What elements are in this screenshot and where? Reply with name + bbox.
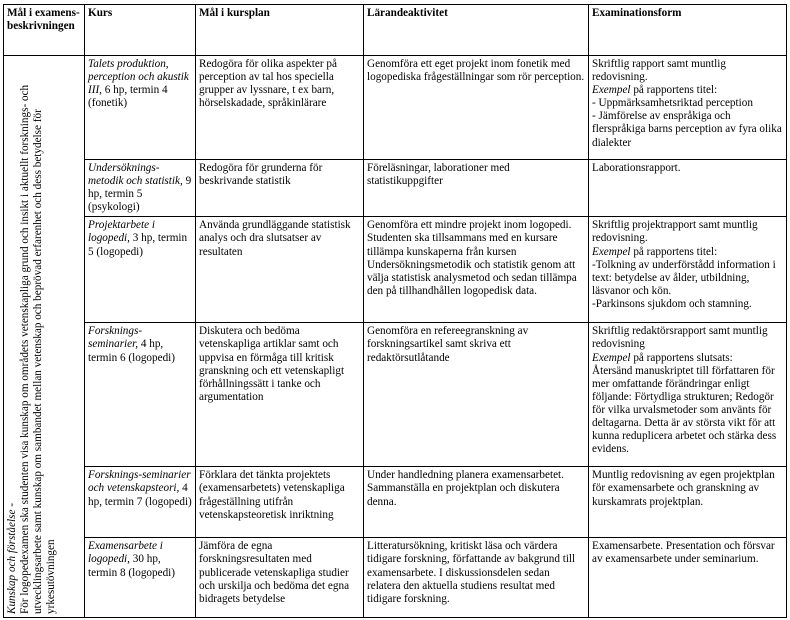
header-course: Kurs bbox=[85, 5, 196, 56]
course-details: 6 hp, termin 4 (fonetik) bbox=[88, 84, 168, 110]
exam-cell bbox=[589, 217, 787, 323]
course-table bbox=[3, 4, 787, 618]
course-details: 4 hp, termin 7 (logopedi) bbox=[88, 482, 192, 508]
course-details: 9 hp, termin 5 (psykologi) bbox=[88, 175, 192, 214]
exam-line bbox=[592, 84, 783, 97]
exam-example-suffix: på rapportens titel: bbox=[630, 245, 718, 258]
exam-text: Examensarbete. Presentation och försvar av examensarbete under seminarium. bbox=[592, 540, 775, 566]
activity-cell: Under handledning planera examensarbetet. Sammanställa en projektplan och diskutera denna. bbox=[364, 467, 589, 538]
activity-cell: Genomföra ett eget projekt inom fonetik med logopediska frågeställningar som rör perception. bbox=[364, 56, 589, 160]
course-cell bbox=[85, 56, 196, 160]
exam-line bbox=[592, 219, 783, 245]
course-cell bbox=[85, 538, 196, 618]
exam-cell bbox=[589, 467, 787, 538]
exam-line bbox=[592, 58, 783, 84]
course-name: Projektarbete i logopedi, bbox=[88, 219, 155, 245]
header-goal: Mål i examens-beskrivningen bbox=[4, 5, 85, 56]
exam-line bbox=[592, 162, 783, 175]
table-row bbox=[4, 538, 787, 618]
exam-text: Laborationsrapport. bbox=[592, 162, 681, 174]
syllabus-goal-cell: Redogöra för olika aspekter på perception av tal hos speciella grupper av lyssnare, t ex barn, hörselskadade, språkinlärare bbox=[196, 56, 364, 160]
goal-body: För logopedexamen ska studenten visa kunskap om områdets vetenskapliga grund och insikt i aktuellt forsknings- och utvecklingsarbete samt kunskap om sambandet mellan vetenskap och beprövad erfarenhet och dess betydelse för yrkesutövningen bbox=[19, 84, 58, 614]
table-row bbox=[4, 217, 787, 323]
exam-line bbox=[592, 469, 783, 508]
course-name: Undersöknings-metodik och statistik, bbox=[88, 162, 183, 188]
exam-example-suffix: på rapportens slutsats: bbox=[630, 351, 733, 364]
exam-line bbox=[592, 246, 783, 259]
activity-cell: Litteratursökning, kritiskt läsa och värdera tidigare forskning, författande av bakgrund till examensarbete. I diskussionsdelen sedan relatera den aktuella studiens resultat med tidigare forskning. bbox=[364, 538, 589, 618]
table-row bbox=[4, 323, 787, 467]
syllabus-goal-cell: Förklara det tänkta projektets (examensarbetets) vetenskapliga frågeställning utifrån vetenskapsteoretisk inriktning bbox=[196, 467, 364, 538]
activity-cell: Genomföra ett mindre projekt inom logopedi. Studenten ska tillsammans med en kursare tillämpa kunskaperna från kursen Undersökningsmetodik och statistik genom att välja statistisk analysmetod och sedan tillämpa den på tillhandhållen logopedisk data. bbox=[364, 217, 589, 323]
table-body bbox=[4, 56, 787, 618]
course-name: Forsknings-seminarier, bbox=[88, 325, 143, 351]
course-name: Examensarbete i logopedi, bbox=[88, 540, 163, 566]
exam-text: - Jämförelse av enspråkiga och flerspråkiga barns perception av fyra olika dialekter bbox=[592, 110, 782, 149]
course-name: Forsknings-seminarier och vetenskapsteori, bbox=[88, 469, 191, 495]
exam-line bbox=[592, 352, 783, 365]
goal-heading: Kunskap och förståelse - bbox=[6, 503, 18, 614]
course-details: 30 hp, termin 8 (logopedi) bbox=[88, 553, 175, 579]
exam-line bbox=[592, 325, 783, 351]
exam-example-suffix: på rapportens titel: bbox=[630, 84, 718, 97]
table-row bbox=[4, 467, 787, 538]
header-exam: Examinationsform bbox=[589, 5, 787, 56]
exam-line bbox=[592, 365, 783, 457]
exam-text: -Tolkning av underförstådd information i text: betydelse av ålder, utbildning, läsvanor och kön. bbox=[592, 258, 776, 297]
course-cell bbox=[85, 217, 196, 323]
syllabus-goal-cell: Diskutera och bedöma vetenskapliga artiklar samt och uppvisa en förmåga till kritisk granskning och ett vetenskapligt förhållningssätt i tanke och argumentation bbox=[196, 323, 364, 467]
header-syllabus-goal: Mål i kursplan bbox=[196, 5, 364, 56]
exam-text: Skriftlig redaktörsrapport samt muntlig redovisning bbox=[592, 325, 768, 351]
course-cell bbox=[85, 160, 196, 217]
syllabus-goal-cell: Jämföra de egna forskningsresultaten med publicerade vetenskapliga studier och urskilja och bedöma det egna bidragets betydelse bbox=[196, 538, 364, 618]
syllabus-goal-cell: Använda grundläggande statistisk analys och dra slutsatser av resultaten bbox=[196, 217, 364, 323]
exam-example-label: Exempel bbox=[592, 84, 631, 97]
exam-line bbox=[592, 110, 783, 149]
exam-text: Återsänd manuskriptet till författaren för mer omfattande förändringar enligt följande: Förtydliga strukturen; Redogör för vilka urvalsmetoder som använts för deltagarna. Detta är av största vikt för att kunna reduplicera arbetet och stärka dess evidens. bbox=[592, 364, 777, 456]
activity-cell: Genomföra en refereegranskning av forskningsartikel samt skriva ett redaktörsutlåtande bbox=[364, 323, 589, 467]
header-activity: Lärandeaktivitet bbox=[364, 5, 589, 56]
activity-cell: Föreläsningar, laborationer med statistikuppgifter bbox=[364, 160, 589, 217]
course-details: 4 hp, termin 6 (logopedi) bbox=[88, 338, 175, 364]
table-row bbox=[4, 56, 787, 160]
table-row bbox=[4, 160, 787, 217]
course-cell bbox=[85, 323, 196, 467]
exam-text: Muntlig redovisning av egen projektplan för examensarbete och granskning av kurskamrats projektplan. bbox=[592, 469, 775, 508]
exam-example-label: Exempel bbox=[592, 245, 631, 258]
syllabus-goal-cell: Redogöra för grunderna för beskrivande statistik bbox=[196, 160, 364, 217]
goal-text bbox=[6, 58, 82, 614]
course-details: 3 hp, termin 5 (logopedi) bbox=[88, 232, 188, 258]
exam-cell bbox=[589, 56, 787, 160]
exam-line bbox=[592, 97, 783, 110]
exam-cell bbox=[589, 160, 787, 217]
exam-text: Skriftlig rapport samt muntlig redovisning. bbox=[592, 58, 726, 84]
exam-line bbox=[592, 540, 783, 566]
exam-line bbox=[592, 259, 783, 298]
exam-example-label: Exempel bbox=[592, 351, 631, 364]
exam-line bbox=[592, 298, 783, 311]
exam-text: Skriftlig projektrapport samt muntlig redovisning. bbox=[592, 219, 758, 245]
exam-text: - Uppmärksamhetsriktad perception bbox=[592, 97, 753, 110]
exam-cell bbox=[589, 538, 787, 618]
course-name: Talets produktion, perception och akustik III, bbox=[88, 58, 189, 97]
header-row bbox=[4, 5, 787, 56]
goal-cell bbox=[4, 56, 85, 618]
exam-cell bbox=[589, 323, 787, 467]
exam-text: -Parkinsons sjukdom och stamning. bbox=[592, 297, 752, 310]
course-cell bbox=[85, 467, 196, 538]
